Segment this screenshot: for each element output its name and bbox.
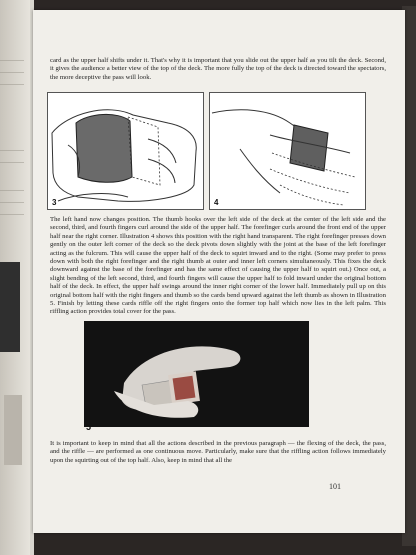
facing-text-line bbox=[0, 72, 24, 73]
facing-text-line bbox=[0, 214, 24, 215]
figure-number-5: 5 bbox=[86, 422, 92, 432]
illustration-5-photo bbox=[84, 321, 309, 427]
illustration-4 bbox=[209, 92, 366, 210]
figure-number-4: 4 bbox=[214, 198, 219, 207]
book-page bbox=[33, 10, 405, 533]
hands-photo-drawing bbox=[84, 321, 309, 427]
page-number: 101 bbox=[329, 482, 341, 491]
facing-text-line bbox=[0, 190, 24, 191]
figure-number-3: 3 bbox=[52, 198, 57, 207]
facing-page-edge bbox=[0, 0, 34, 555]
facing-page-photo bbox=[4, 395, 22, 465]
main-paragraph: The left hand now changes position. The thumb hooks over the left side of the deck at the center of the left side and the second, third, and fourth fingers curl around the side of the upper half. The forefinger curls around the front end of the upper half near the right corner. Illustration 4 shows this position with the right hand transparent. The right forefinger presses down gently on the outer left corner of the deck so the deck pivots down slightly with the joint at the base of the left forefinger acting as the fulcrum. This will cause the upper half of the deck to squirt inward and to the right. (Some may prefer to press down with both the right forefinger and the right thumb at outer and inner left corners simultaneously. This fixes the deck downward against the base of the forefinger and has the same effect of causing the upper half to squirt out.) Once out, a slight bending of the left second, third, and fourth fingers will cause the upper half to fold inward under the original bottom half of the deck. In effect, the upper half swings around the inner right corner of the lower half. Immediately pull up on this original bottom half with the right fingers and thumb so the cards bend upward against the left thumb as shown in Illustration 5. Finish by letting these cards riffle off the right fingers onto the former top half which now lies in the left palm. This riffling action provides total cover for the pass. bbox=[50, 216, 386, 316]
facing-page-photo bbox=[0, 262, 20, 352]
facing-text-line bbox=[0, 202, 24, 203]
facing-text-line bbox=[0, 162, 24, 163]
facing-text-line bbox=[0, 150, 24, 151]
illustration-3 bbox=[47, 92, 204, 210]
facing-text-line bbox=[0, 84, 24, 85]
intro-paragraph: card as the upper half shifts under it. That's why it is important that you slide out the upper half as you tilt the deck. Second, it gives the audience a better view of the top of the deck. The more fully the top of the deck is directed toward the spectators, the more deceptive the pass will look. bbox=[50, 57, 386, 81]
illustration-4-drawing bbox=[210, 93, 365, 209]
illustration-3-drawing bbox=[48, 93, 203, 209]
closing-paragraph: It is important to keep in mind that all the actions described in the previous paragraph — the flexing of the deck, the pass, and the riffle — are performed as one continuous move. Particularly, make sure that the riffling action follows immediately upon the squirting out of the top half. Also, keep in mind that all the bbox=[50, 440, 386, 464]
facing-text-line bbox=[0, 60, 24, 61]
